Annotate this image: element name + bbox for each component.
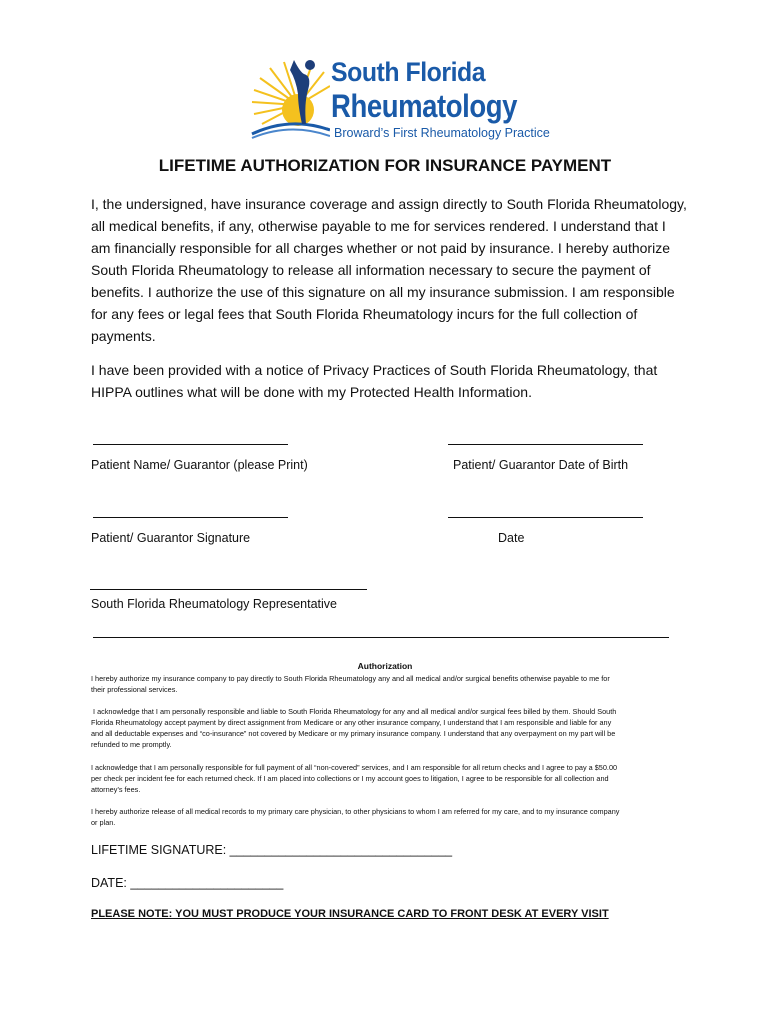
logo-name-line1: South Florida <box>331 57 486 87</box>
section-divider <box>93 637 669 638</box>
logo-name-line2: Rheumatology <box>331 88 517 124</box>
paragraph-line: HIPPA outlines what will be done with my Protected Health Information. <box>91 384 532 400</box>
paragraph-line: South Florida Rheumatology to release all information necessary to secure the payment of <box>91 262 651 278</box>
date-label: Date <box>498 531 525 545</box>
date-of-birth-label: Patient/ Guarantor Date of Birth <box>453 458 629 472</box>
authorization-para-2 <box>91 706 691 750</box>
representative-label: South Florida Rheumatology Representative <box>91 597 337 611</box>
fine-print-line: Florida Rheumatology accept payment by direct assignment from Medicare or any other insurance company, I understand that I am responsible and liable for any <box>91 718 612 727</box>
authorization-para-4 <box>91 806 691 828</box>
logo-mark <box>250 50 330 140</box>
assignment-paragraph <box>91 193 691 347</box>
date-line[interactable] <box>448 517 643 518</box>
date-of-birth-line[interactable] <box>448 444 643 445</box>
paragraph-line: am financially responsible for all charges whether or not paid by insurance. I hereby authorize <box>91 240 670 256</box>
authorization-para-1 <box>91 673 691 695</box>
paragraph-line: for any fees or legal fees that South Florida Rheumatology incurs for the full collection of <box>91 306 638 322</box>
fine-print-line: or plan. <box>91 818 116 827</box>
signature-line[interactable] <box>93 517 288 518</box>
paragraph-line: payments. <box>91 328 156 344</box>
authorization-heading: Authorization <box>357 661 413 671</box>
paragraph-line: benefits. I authorize the use of this signature on all my insurance submission. I am responsible <box>91 284 675 300</box>
sun-figure-icon <box>250 50 330 140</box>
fine-print-line: attorney’s fees. <box>91 785 141 794</box>
privacy-paragraph <box>91 359 691 403</box>
lifetime-signature-field[interactable]: LIFETIME SIGNATURE: ________________________________ <box>91 843 453 857</box>
logo-tagline: Broward’s First Rheumatology Practice <box>334 126 550 140</box>
patient-name-label: Patient Name/ Guarantor (please Print) <box>91 458 308 472</box>
fine-print-line: their professional services. <box>91 685 178 694</box>
fine-print-line: refunded to me promptly. <box>91 740 172 749</box>
fine-print-line: I hereby authorize my insurance company to pay directly to South Florida Rheumatology any and all medical and/or surgical benefits otherwise payable to me for <box>91 674 610 683</box>
patient-name-line[interactable] <box>93 444 288 445</box>
lifetime-date-field[interactable]: DATE: ______________________ <box>91 876 284 890</box>
signature-label: Patient/ Guarantor Signature <box>91 531 251 545</box>
paragraph-line: all medical benefits, if any, otherwise payable to me for services rendered. I understand that I <box>91 218 666 234</box>
paragraph-line: I, the undersigned, have insurance coverage and assign directly to South Florida Rheumatology, <box>91 196 687 212</box>
insurance-card-note: PLEASE NOTE: YOU MUST PRODUCE YOUR INSURANCE CARD TO FRONT DESK AT EVERY VISIT <box>91 908 609 920</box>
fine-print-line: I acknowledge that I am personally responsible and liable to South Florida Rheumatology for any and all medical and/or surgical fees billed by them. Should South <box>91 707 617 716</box>
fine-print-line: I acknowledge that I am personally responsible for full payment of all “non-covered” services, and I am responsible for all return checks and I agree to pay a $50.00 <box>91 763 618 772</box>
paragraph-line: I have been provided with a notice of Privacy Practices of South Florida Rheumatology, that <box>91 362 658 378</box>
fine-print-line: per check per incident fee for each returned check. If I am placed into collections or I my account goes to litigation, I agree to be responsible for all collection and <box>91 774 609 783</box>
fine-print-line: and all deductable expenses and “co-insurance” not covered by Medicare or my primary insurance company. I understand that any overpayment on my part will be <box>91 729 616 738</box>
representative-line[interactable] <box>90 589 367 590</box>
page-title: LIFETIME AUTHORIZATION FOR INSURANCE PAYMENT <box>158 156 612 175</box>
authorization-para-3 <box>91 762 691 795</box>
fine-print-line: I hereby authorize release of all medical records to my primary care physician, to other physicians to whom I am referred for my care, and to my insurance company <box>91 807 620 816</box>
